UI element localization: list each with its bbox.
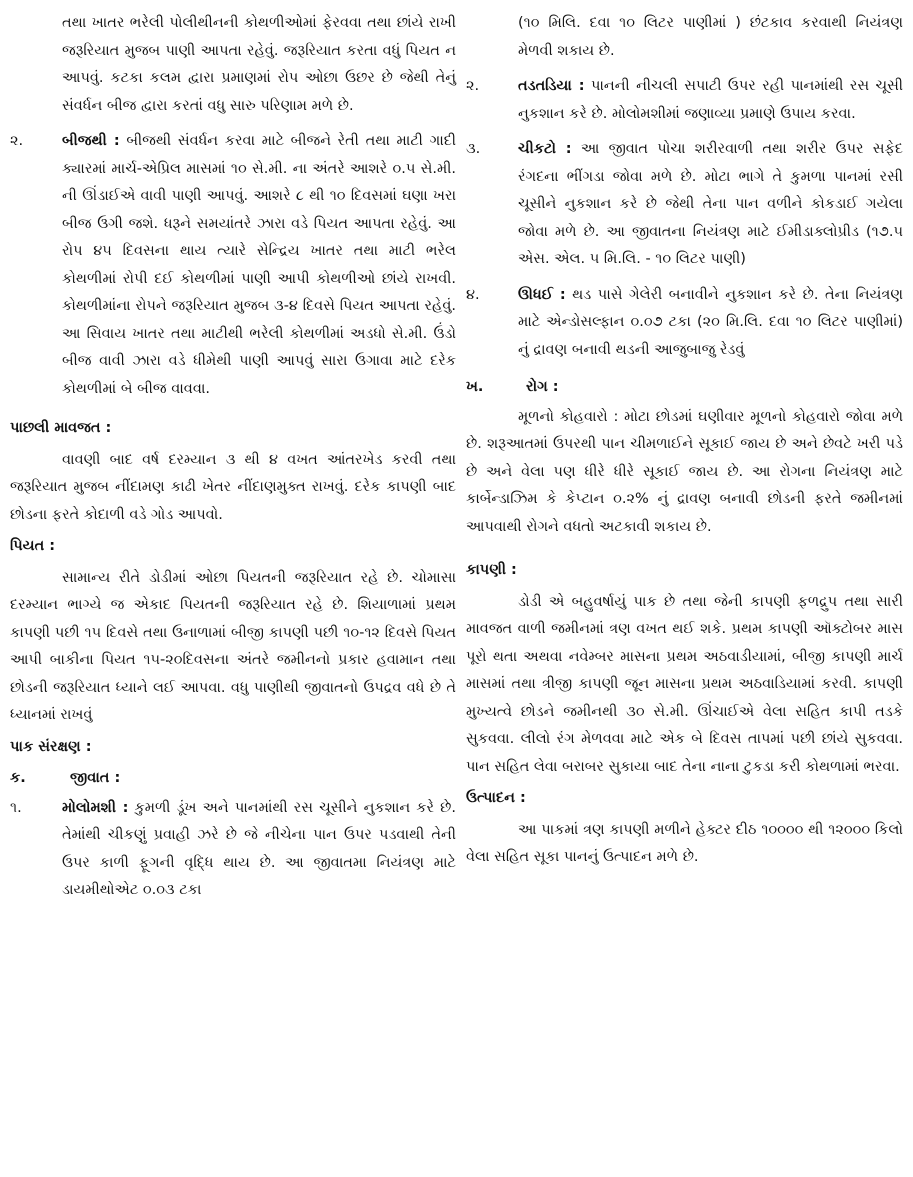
- irrigation-paragraph: સામાન્ય રીતે ડોડીમાં ઓછા પિયતની જરૂરિયાત રહે છે. ચોમાસા દરમ્યાન ભાગ્યે જ એકાદ પિયતની જરૂરિયાત રહે છે. શિયાળામાં પ્રથમ કાપણી પછી ૧૫ દિવસે તથા ઉનાળામાં બીજી કાપણી પછી ૧૦-૧૨ દિવસે પિયત આપી બાકીના પિયત ૧૫-૨૦દિવસના અંતરે જમીનનો પ્રકાર હવામાન તથા છોડની જરૂરિયાત ધ્યાને લઈ આપવા. વધુ પાણીથી જીવાતનો ઉપદ્રવ વધે છે તે ધ્યાનમાં રાખવું: [10, 569, 456, 723]
- subsection-pests: [10, 765, 456, 793]
- after-care-paragraph: વાવણી બાદ વર્ષ દરમ્યાન ૩ થી ૪ વખત આંતરખેડ કરવી તથા જરૂરિયાત મુજબ નીંદામણ કાઢી ખેતર નીંદાણમુક્ત રાખવું. દરેક કાપણી બાદ છોડના ફરતે કોદાળી વડે ગોડ આપવો.: [10, 451, 456, 523]
- item-text: પાનની નીચલી સપાટી ઉપર રહી પાનમાંથી રસ ચૂસી નુકશાન કરે છે. મોલોમશીમાં જણાવ્યા પ્રમાણે ઉપાય કરવા.: [518, 78, 904, 122]
- item-term: તડતડિયા :: [518, 78, 585, 94]
- item-term: ચીકટો :: [518, 141, 572, 157]
- continuation-paragraph: તથા ખાતર ભરેલી પોલીથીનની કોથળીઓમાં ફેરવવા તથા છાંયે રાખી જરૂરિયાત મુજબ પાણી આપતા રહેવું. જરૂરિયાત કરતા વધું પિયત ન આપવું. કટકા કલમ દ્વારા પ્રમાણમાં રોપ ઓછા ઉછર છે જેથી તેનું સંવર્ધન બીજ દ્વારા કરતાં વધુ સારુ પરિણામ મળે છે.: [62, 15, 456, 114]
- continuation-paragraph: (૧૦ મિલિ. દવા ૧૦ લિટર પાણીમાં ) છંટકાવ કરવાથી નિયંત્રણ મેળવી શકાય છે.: [518, 15, 903, 59]
- item-term: મોલોમશી :: [62, 799, 129, 816]
- item-number: ૧.: [10, 799, 22, 816]
- subsection-label: રોગ :: [526, 379, 559, 395]
- propagation-by-seed: [10, 128, 456, 403]
- item-text: થડ પાસે ગેલેરી બનાવીને નુકશાન કરે છે. તેના નિયંત્રણ માટે એન્ડોસલ્ફાન ૦.૦૭ ટકા (૨૦ મિ.લિ. દવા ૧૦ લિટર પાણીમાં) નું દ્રાવણ બનાવી થડની આજુબાજુ રેડવું: [518, 286, 903, 358]
- item-number: ૩.: [466, 141, 481, 157]
- harvest-paragraph: ડોડી એ બહુવર્ષાયું પાક છે તથા જેની કાપણી ફળદ્રુપ તથા સારી માવજત વાળી જમીનમાં ત્રણ વખત થઈ શકે. પ્રથમ કાપણી ઑક્ટોબર માસ પૂરો થતા અથવા નવેમ્બર માસના પ્રથમ અઠવાડીયામાં, બીજી કાપણી માર્ચ માસમાં તથા ત્રીજી કાપણી જૂન માસના પ્રથમ અઠવાડિયામાં કરવી. કાપણી મુખ્યત્વે છોડને જમીનથી ૩૦ સે.મી. ઊંચાઈએ વેલા સહિત કાપી તડકે સુકવવા. લીલો રંગ મેળવવા માટે એક બે દિવસ તાપમાં પછી છાંયે સુકવવા. પાન સહિત લેવા બરાબર સુકાયા બાદ તેના નાના ટુકડા કરી કોથળામાં ભરવા.: [466, 593, 903, 775]
- item-number: ૨.: [10, 133, 24, 149]
- item-term: બીજથી :: [62, 133, 120, 149]
- subsection-disease: [466, 374, 903, 402]
- section-heading-irrigation: પિયત :: [10, 538, 56, 554]
- item-text: કુમળી ડૂંખ અને પાનમાંથી રસ ચૂસીને નુકશાન કરે છે. તેમાંથી ચીકણું પ્રવાહી ઝરે છે જે નીચેના પાન ઉપર પડવાથી તેની ઉપર કાળી ફૂગની વૃદ્ધિ થાય છે. આ જીવાતમા નિયંત્રણ માટે ડાયમીથોએટ ૦.૦૩ ટકા: [62, 799, 456, 898]
- subsection-number: ક.: [10, 770, 26, 786]
- subsection-label: જીવાત :: [70, 770, 121, 786]
- disease-paragraph: મૂળનો કોહવારો : મોટા છોડમાં ઘણીવાર મૂળનો કોહવારો જોવા મળે છે. શરૂઆતમાં ઉપરથી પાન ચીમળાઈને સૂકાઈ જાય છે અને છેવટે ખરી પડે છે અને વેલા પણ ધીરે ધીરે સૂકાઈ જાય છે. આ રોગના નિયંત્રણ માટે કાર્બેન્ડાઝિમ કે કેપ્ટાન ૦.૨% નું દ્રાવણ બનાવી છોડની ફરતે જમીનમાં આપવાથી રોગને વધતો અટકાવી શકાય છે.: [466, 408, 903, 535]
- pest-item-aphid: [10, 795, 456, 905]
- yield-paragraph: આ પાકમાં ત્રણ કાપણી મળીને હેક્ટર દીઠ ૧૦૦૦૦ થી ૧૨૦૦૦ કિલો વેલા સહિત સૂકા પાનનું ઉત્પાદન મળે છે.: [466, 821, 903, 865]
- right-column: [466, 10, 903, 876]
- section-heading-yield: ઉત્પાદન :: [466, 790, 526, 806]
- pest-item-termite: [466, 282, 903, 365]
- section-heading-after-care: પાછલી માવજત :: [10, 420, 112, 436]
- item-number: ૨.: [466, 78, 480, 94]
- item-text: બીજથી સંવર્ધન કરવા માટે બીજને રેતી તથા માટી ગાદી ક્યારમાં માર્ચ-એપ્રિલ માસમાં ૧૦ સે.મી. ના અંતરે આશરે ૦.૫ સે.મી. ની ઊંડાઈએ વાવી પાણી આપવું. આશરે ૮ થી ૧૦ દિવસમાં ઘણા ખરા બીજ ઉગી જશે. ધરૂને સમયાંતરે ઝારા વડે પિયત આપતા રહેવું. આ રોપ ૪૫ દિવસના થાય ત્યારે સેન્દ્રિય ખાતર તથા માટી ભરેલ કોથળીમાં રોપી દઈ કોથળીમાં પાણી આપી કોથળીઓ છાંયે રાખવી. કોથળીમાંના રોપને જરૂરિયાત મુજબ ૩-૪ દિવસે પિયત આપતા રહેવું. આ સિવાય ખાતર તથા માટીથી ભરેલી કોથળીમાં અડધો સે.મી. ઉંડો બીજ વાવી ઝારા વડે ધીમેથી પાણી આપવું સારા ઉગાવા માટે દરેક કોથળીમાં બે બીજ વાવવા.: [62, 133, 456, 397]
- pest-item-mealybug: [466, 136, 903, 274]
- section-heading-crop-protection: પાક સંરક્ષણ :: [10, 738, 92, 755]
- pest-item-jassid: [466, 73, 903, 128]
- left-column: [10, 10, 456, 905]
- item-text: આ જીવાત પોચા શરીરવાળી તથા શરીર ઉપર સફેદ રંગદના ભીંગડા જોવા મળે છે. મોટા ભાગે તે કુમળા પાનમાં રસી ચૂસીને નુકશાન કરે છે જેથી તેના પાન વળીને કોકડાઈ ગયેલા જોવા મળે છે. આ જીવાતના નિયંત્રણ માટે ઈમીડાક્લોપ્રીડ (૧૭.૫ એસ. એલ. ૫ મિ.લિ. - ૧૦ લિટર પાણી): [518, 141, 903, 267]
- subsection-number: ખ.: [466, 379, 484, 395]
- item-term: ઊધઈ :: [518, 286, 566, 303]
- section-heading-harvest: કાપણી :: [466, 562, 517, 578]
- item-number: ૪.: [466, 286, 480, 303]
